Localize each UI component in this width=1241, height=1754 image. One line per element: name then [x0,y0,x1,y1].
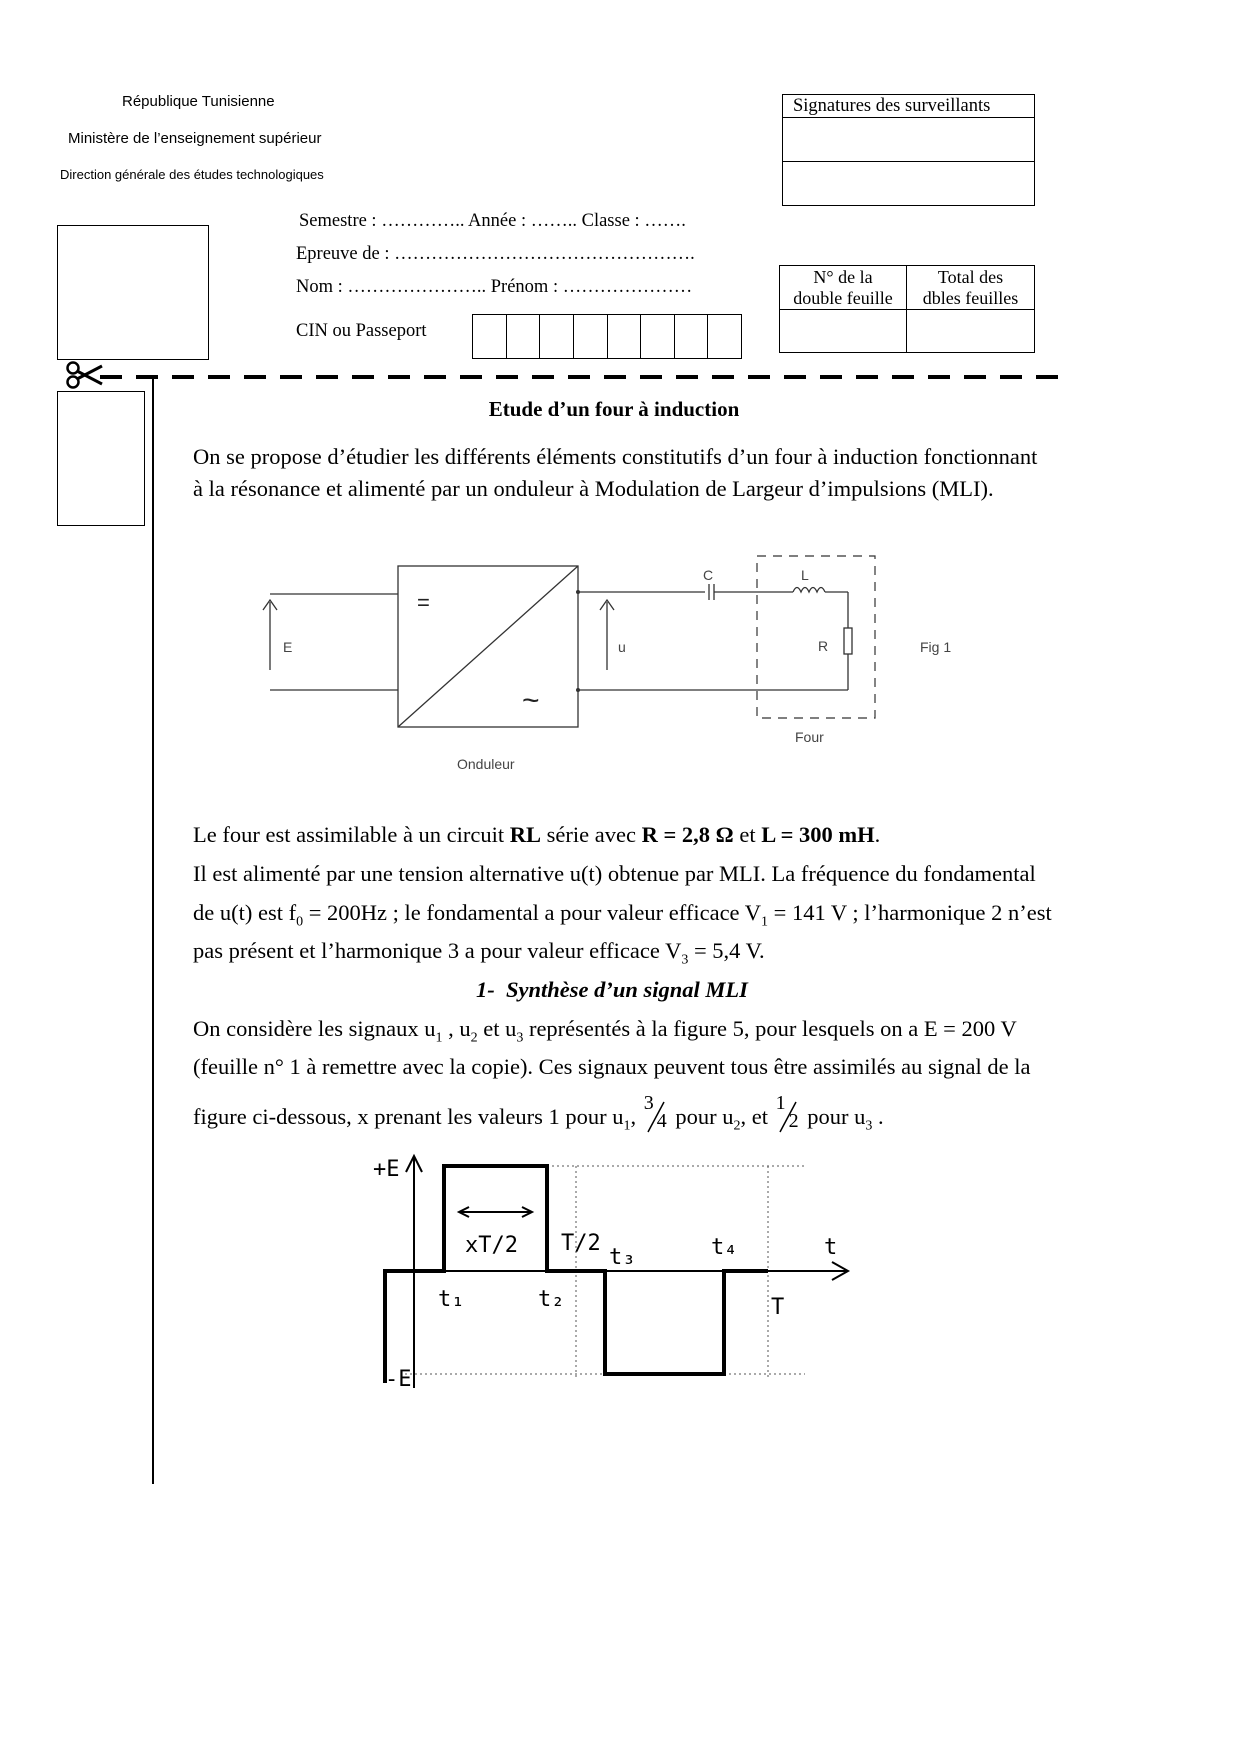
figure-label: Fig 1 [920,639,952,655]
sheet-number-header-1: N° de la [813,266,873,287]
sheet-total-header-1: Total des [937,266,1004,287]
section-1-line-1: On considère les signaux $u_1$ , $u_2$ et $u_3$ représentés à la figure 5, pour lesquels on a E = 200 V [193,1016,1017,1046]
label-minus-e: -E [385,1367,412,1392]
ministry-label: Ministère de l’enseignement supérieur [68,130,322,147]
direction-label: Direction générale des études technologiques [60,167,324,182]
label-t2: t₂ [538,1287,565,1312]
photo-box [57,225,209,360]
signatures-title: Signatures des surveillants [783,95,1035,118]
label-t-half: T/2 [561,1231,601,1256]
signatures-table [782,94,1035,206]
margin-line [152,378,154,1484]
nom-line: Nom : ………………….. Prénom : ………………… [296,277,693,297]
sheet-total-cell[interactable] [907,310,1035,353]
label-t3: t₃ [609,1245,636,1270]
cut-line [100,373,1060,381]
body-line-1: Le four est assimilable à un circuit RL série avec R = 2,8 Ω et L = 300 mH. [193,822,881,847]
label-period: T [771,1295,785,1320]
sheet-total-header-2: dbles feuilles [922,287,1019,308]
onduleur-label: Onduleur [457,756,515,772]
circuit-label-c: C [703,567,714,583]
circuit-label-e: E [283,639,293,655]
republic-label: République Tunisienne [122,93,275,110]
signature-cell-2[interactable] [783,162,1035,206]
fraction-three-quarters: 3 4 [643,1092,667,1132]
page-title: Etude d’un four à induction [488,397,740,421]
label-xt2: xT/2 [465,1233,518,1258]
label-plus-e: +E [373,1157,400,1182]
circuit-label-u: u [618,639,626,655]
intro-line-2: à la résonance et alimenté par un onduleur à Modulation de Largeur d’impulsions (MLI). [193,476,994,501]
circuit-diagram [260,550,980,780]
fraction-one-half: 1 2 [775,1092,799,1132]
ac-symbol: ~ [522,684,540,717]
section-1-heading: 1- Synthèse d’un signal MLI [476,977,748,1002]
cin-label: CIN ou Passeport [296,321,427,341]
sheet-number-cell[interactable] [780,310,907,353]
dc-symbol: = [417,590,430,615]
section-1-line-3: figure ci-dessous, x prenant les valeurs 1 pour $u_1$, 3 4 pour $u_2$, et 1 2 pour $u_3$ . [193,1092,884,1134]
body-line-4: pas présent et l’harmonique 3 a pour valeur efficace $V_3 = 5,4$ V. [193,938,765,968]
cin-input[interactable] [472,314,742,359]
sheet-number-table [779,265,1035,353]
label-t1: t₁ [438,1287,465,1312]
body-line-2: Il est alimenté par une tension alternative u(t) obtenue par MLI. La fréquence du fondamental [193,861,1036,886]
epreuve-line: Epreuve de : …………………………………………. [296,244,695,264]
four-label: Four [795,729,824,745]
label-t-axis: t [824,1235,838,1260]
waveform-figure [365,1150,865,1400]
circuit-label-r: R [818,638,829,654]
circuit-label-l: L [801,567,809,583]
label-t4: t₄ [711,1235,738,1260]
semestre-line: Semestre : ………….. Année : …….. Classe : ……. [299,211,686,231]
signature-cell-1[interactable] [783,118,1035,162]
body-line-3: de u(t) est $f_0 = 200Hz$ ; le fondamental a pour valeur efficace $V_1 = 141$ V ; l’harmonique 2 n’est [193,900,1052,930]
intro-line-1: On se propose d’étudier les différents éléments constitutifs d’un four à induction fonctionnant [193,444,1038,469]
section-1-line-2: (feuille n° 1 à remettre avec la copie). Ces signaux peuvent tous être assimilés au signal de la [193,1054,1031,1079]
sheet-number-header-2: double feuille [793,287,893,308]
